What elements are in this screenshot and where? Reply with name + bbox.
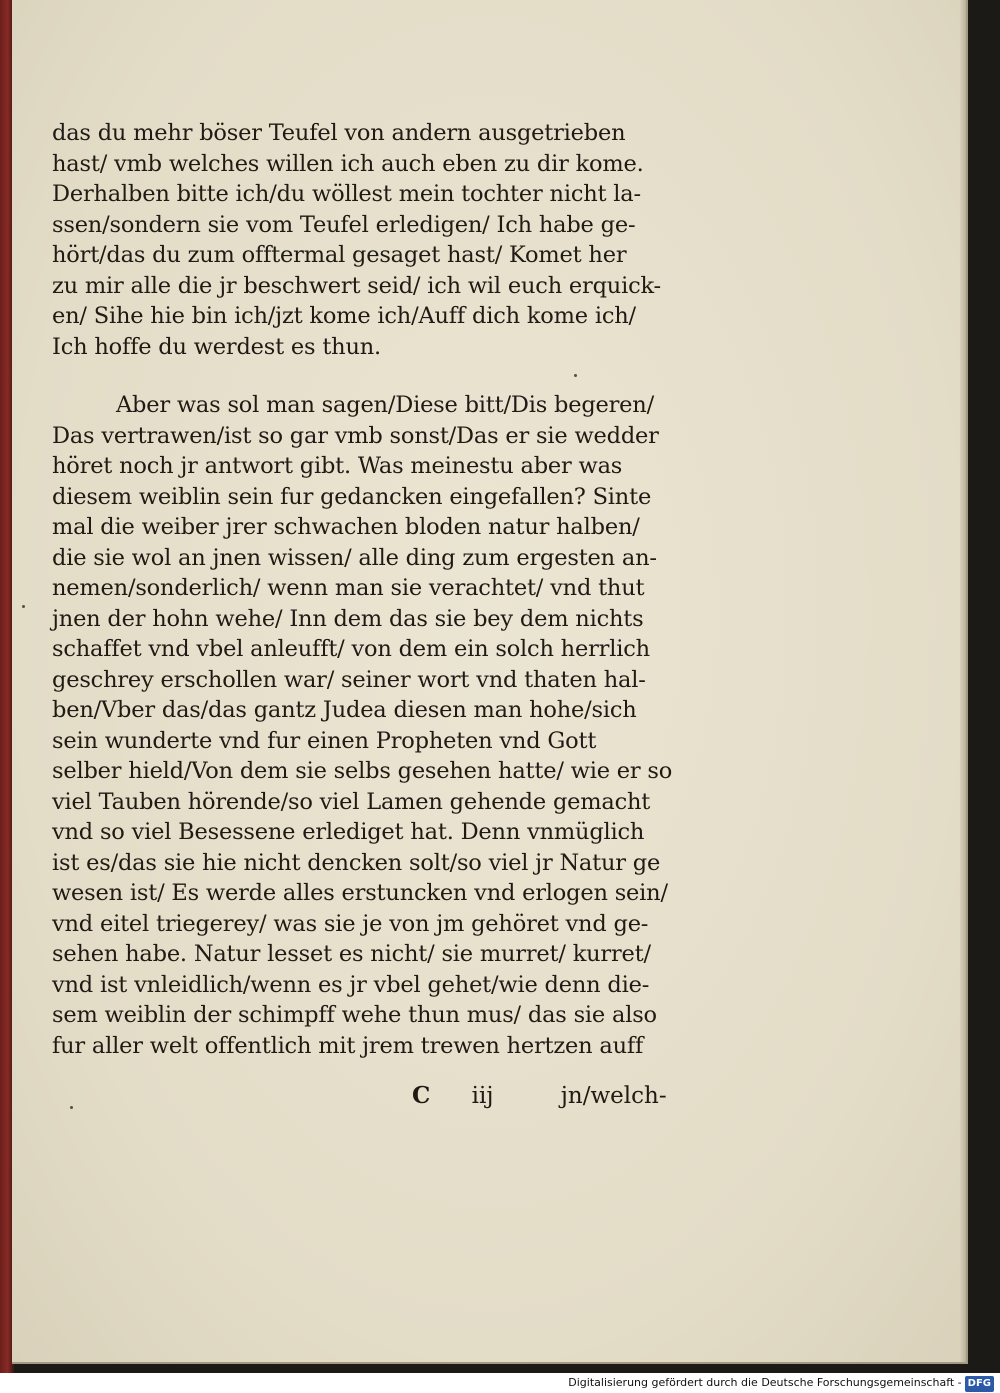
paragraph-2 [52, 390, 752, 1061]
dfg-logo: DFG [965, 1376, 994, 1392]
paper-speck [70, 1106, 73, 1109]
paragraph-gap [52, 362, 752, 390]
text-line: sem weiblin der schimpff wehe thun mus/ das sie also [52, 1002, 657, 1028]
text-line: sein wunderte vnd fur einen Propheten vnd Gott [52, 727, 597, 754]
signature-line [412, 1082, 732, 1109]
signature-leaf: iij [471, 1083, 494, 1109]
text-line: jnen der hohn wehe/ Inn dem das sie bey dem nichts [52, 605, 644, 632]
text-line: viel Tauben hörende/so viel Lamen gehende gemacht [52, 788, 651, 815]
paper-speck [22, 605, 25, 608]
text-line: Derhalben bitte ich/du wöllest mein tochter nicht la- [52, 181, 641, 207]
text-line: die sie wol an jnen wissen/ alle ding zum ergesten an- [52, 544, 657, 571]
text-line: wesen ist/ Es werde alles erstuncken vnd erlogen sein/ [52, 880, 668, 906]
page-edge [960, 0, 966, 1362]
text-line: nemen/sonderlich/ wenn man sie verachtet/ vnd thut [52, 575, 645, 601]
text-line: geschrey erschollen war/ seiner wort vnd thaten hal- [52, 666, 646, 693]
text-line: vnd eitel triegerey/ was sie je von jm gehöret vnd ge- [52, 910, 649, 937]
text-line: diesem weiblin sein fur gedancken eingefallen? Sinte [52, 483, 652, 510]
text-line: mal die weiber jrer schwachen bloden natur halben/ [52, 514, 640, 540]
text-line: Aber was sol man sagen/Diese bitt/Dis begeren/ [116, 392, 654, 418]
text-line: ssen/sondern sie vom Teufel erledigen/ Ich habe ge- [52, 211, 636, 238]
catchword: jn/welch- [560, 1083, 667, 1109]
page-sheet [12, 0, 968, 1364]
text-line: höret noch jr antwort gibt. Was meinestu aber was [52, 453, 623, 479]
text-line: selber hield/Von dem sie selbs gesehen hatte/ wie er so [52, 758, 673, 784]
text-line: fur aller welt offentlich mit jrem trewen hertzen auff [52, 1032, 644, 1059]
text-line: schaffet vnd vbel anleufft/ von dem ein solch herrlich [52, 636, 650, 662]
digitization-credit [568, 1375, 994, 1391]
credit-text: Digitalisierung gefördert durch die Deutsche Forschungsgemeinschaft - [568, 1376, 962, 1389]
text-line: Ich hoffe du werdest es thun. [52, 333, 382, 360]
text-line: das du mehr böser Teufel von andern ausgetrieben [52, 120, 626, 146]
paper-speck [574, 374, 577, 377]
text-line: hört/das du zum offtermal gesaget hast/ Komet her [52, 242, 627, 268]
text-line: hast/ vmb welches willen ich auch eben zu dir kome. [52, 150, 644, 177]
body-text [52, 118, 752, 1061]
text-line: en/ Sihe hie bin ich/jzt kome ich/Auff dich kome ich/ [52, 303, 636, 329]
text-line: Das vertrawen/ist so gar vmb sonst/Das er sie wedder [52, 422, 659, 449]
signature-mark: C [412, 1082, 431, 1109]
text-line: ist es/das sie hie nicht dencken solt/so viel jr Natur ge [52, 849, 661, 876]
text-line: zu mir alle die jr beschwert seid/ ich wil euch erquick- [52, 272, 661, 299]
text-line: vnd ist vnleidlich/wenn es jr vbel gehet/wie denn die- [52, 971, 650, 998]
text-line: sehen habe. Natur lesset es nicht/ sie murret/ kurret/ [52, 941, 651, 967]
paragraph-1 [52, 118, 752, 362]
text-line: vnd so viel Besessene erlediget hat. Denn vnmüglich [52, 819, 645, 845]
text-line: ben/Vber das/das gantz Judea diesen man hohe/sich [52, 697, 637, 723]
